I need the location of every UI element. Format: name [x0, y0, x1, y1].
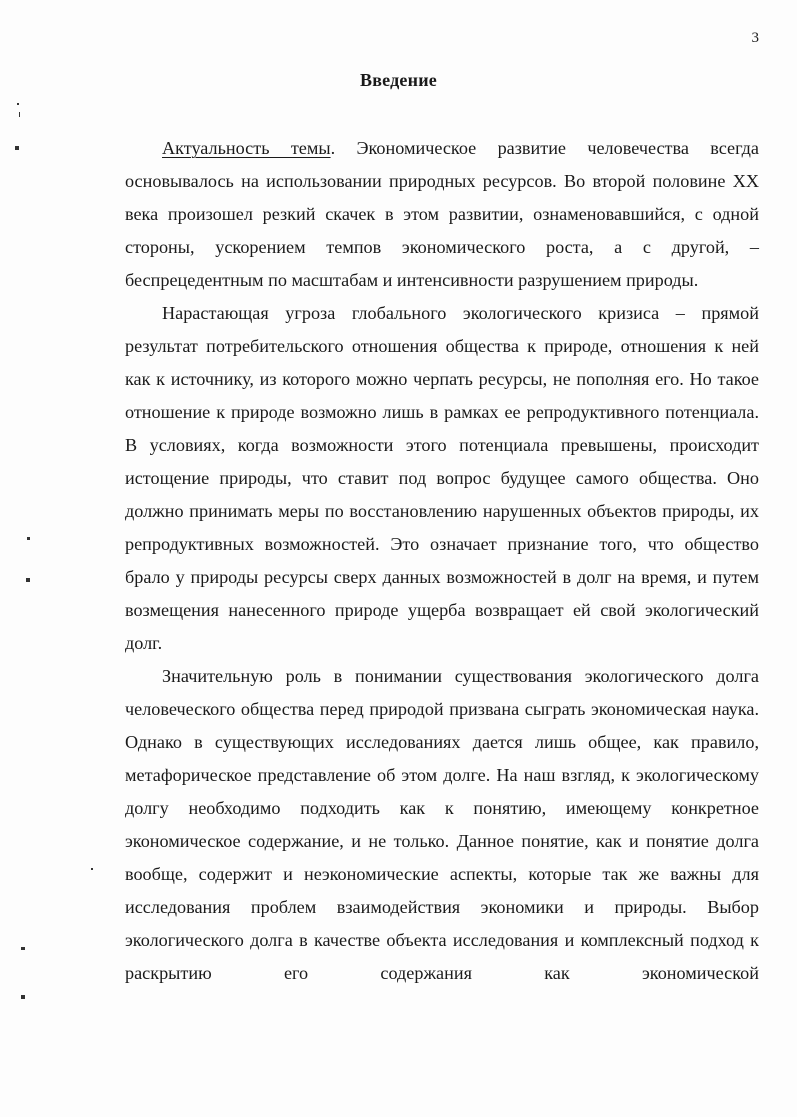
paragraph-text: . Экономическое развитие человечества всегда основывалось на использовании природных ресурсов. Во второй половине XX века произошел резкий скачек в этом развитии, ознаменовавшийся, с одной стороны, ускорением темпов экономического роста, а с другой, – беспрецедентным по масштабам и интенсивности разрушением природы. — [125, 138, 759, 290]
page-number: 3 — [751, 30, 759, 46]
document-body — [125, 132, 759, 990]
scan-artifact — [91, 868, 93, 870]
paragraph-lead: Актуальность темы — [162, 138, 331, 158]
paragraph-text: Нарастающая угроза глобального экологического кризиса – прямой результат потребительского отношения общества к природе, отношения к ней как к источнику, из которого можно черпать ресурсы, не пополняя его. Но такое отношение к природе возможно лишь в рамках ее репродуктивного потенциала. В условиях, когда возможности этого потенциала превышены, происходит истощение природы, что ставит под вопрос будущее самого общества. Оно должно принимать меры по восстановлению нарушенных объектов природы, их репродуктивных возможностей. Это означает признание того, что общество брало у природы ресурсы сверх данных возможностей в долг на время, и путем возмещения нанесенного природе ущерба возвращает ей свой экологический долг. — [125, 303, 759, 653]
scan-artifact — [17, 103, 19, 105]
paragraph-text: Значительную роль в понимании существования экологического долга человеческого общества перед природой призвана сыграть экономическая наука. Однако в существующих исследованиях дается лишь общее, как правило, метафорическое представление об этом долге. На наш взгляд, к экологическому долгу необходимо подходить как к понятию, имеющему конкретное экономическое содержание, и не только. Данное понятие, как и понятие долга вообще, содержит и неэкономические аспекты, которые так же важны для исследования проблем взаимодействия экономики и природы. Выбор экологического долга в качестве объекта исследования и комплексный подход к раскрытию его содержания как экономической — [125, 666, 759, 983]
scan-artifact — [26, 578, 30, 582]
paragraph-threat — [125, 297, 759, 660]
scan-artifact — [21, 947, 25, 950]
paragraph-relevance — [125, 132, 759, 297]
scan-artifact — [27, 537, 30, 540]
page-title: Введение — [360, 70, 437, 90]
scan-artifact — [19, 112, 20, 117]
scan-artifact — [15, 146, 19, 150]
scan-artifact — [21, 995, 25, 999]
paragraph-role — [125, 660, 759, 990]
